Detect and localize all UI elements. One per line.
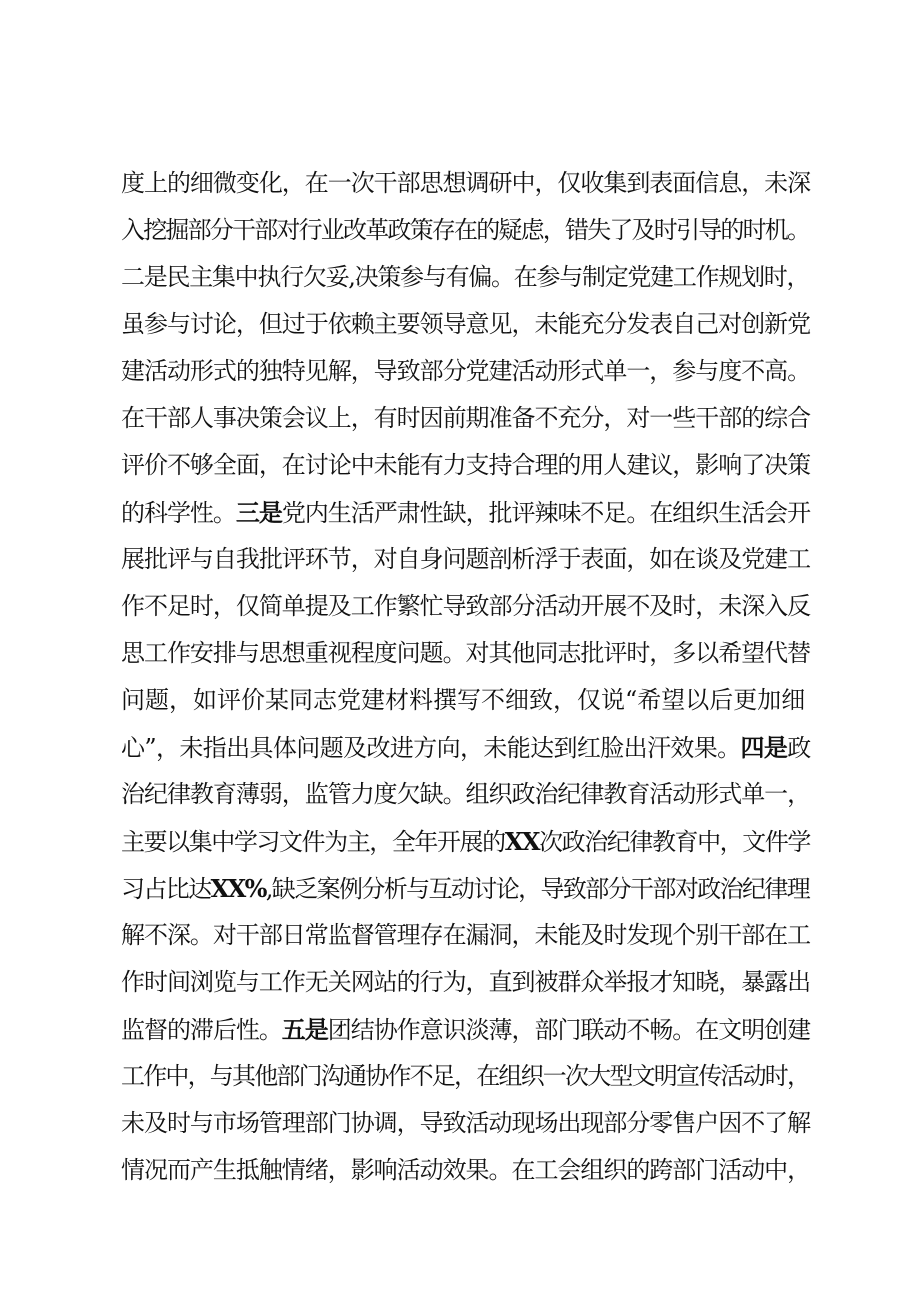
text-line bbox=[121, 583, 811, 630]
text-segment: 政 bbox=[787, 734, 811, 762]
text-line bbox=[121, 1100, 811, 1147]
text-line bbox=[121, 630, 811, 677]
bold-text-segment: 三是 bbox=[235, 498, 282, 527]
text-segment: 度上的细微变化，在一次干部思想调研中，仅收集到表面信息，未深 bbox=[121, 169, 811, 197]
text-line bbox=[121, 207, 811, 254]
text-segment: 工作中，与其他部门沟通协作不足，在组织一次大型文明宣传活动时， bbox=[121, 1062, 810, 1090]
text-line bbox=[121, 724, 811, 771]
text-line bbox=[121, 1147, 811, 1194]
text-line bbox=[121, 160, 811, 207]
text-line bbox=[121, 912, 811, 959]
bold-text-segment: XX% bbox=[210, 874, 266, 903]
text-segment: 次政治纪律教育中，文件学 bbox=[539, 828, 810, 856]
text-line bbox=[121, 301, 811, 348]
text-line bbox=[121, 677, 811, 724]
text-line bbox=[121, 348, 811, 395]
bold-text-segment: 五是 bbox=[281, 1015, 328, 1044]
text-segment: 未及时与市场管理部门协调，导致活动现场出现部分零售户因不了解 bbox=[121, 1109, 811, 1137]
text-segment: 评价不够全面，在讨论中未能有力支持合理的用人建议，影响了决策 bbox=[121, 451, 811, 479]
text-line bbox=[121, 771, 811, 818]
text-segment: 在干部人事决策会议上，有时因前期准备不充分，对一些干部的综合 bbox=[121, 404, 811, 432]
text-segment: ,缺乏案例分析与互动讨论，导致部分干部对政治纪律理 bbox=[265, 875, 810, 903]
text-line bbox=[121, 1053, 811, 1100]
text-line bbox=[121, 489, 811, 536]
text-segment: 建活动形式的独特见解，导致部分党建活动形式单一，参与度不高。 bbox=[121, 357, 811, 385]
text-line bbox=[121, 536, 811, 583]
bold-text-segment: 四是 bbox=[740, 733, 788, 762]
text-segment: 情况而产生抵触情绪，影响活动效果。在工会组织的跨部门活动中， bbox=[121, 1156, 811, 1184]
body-text bbox=[121, 160, 811, 1194]
text-segment: 心”，未指出具体问题及改进方向，未能达到红脸出汗效果。 bbox=[121, 734, 741, 762]
text-segment: 的科学性。 bbox=[121, 499, 236, 527]
text-segment: 监督的滞后性。 bbox=[121, 1016, 282, 1044]
text-segment: 习占比达 bbox=[121, 875, 211, 903]
bold-text-segment: XX bbox=[504, 827, 540, 856]
text-segment: 团结协作意识淡薄，部门联动不畅。在文明创建 bbox=[327, 1016, 811, 1044]
text-line bbox=[121, 818, 811, 865]
text-segment: 作不足时，仅简单提及工作繁忙导致部分活动开展不及时，未深入反 bbox=[121, 592, 811, 620]
text-line bbox=[121, 395, 811, 442]
text-line bbox=[121, 254, 811, 301]
text-segment: 治纪律教育薄弱，监管力度欠缺。组织政治纪律教育活动形式单一， bbox=[121, 780, 811, 808]
text-line bbox=[121, 959, 811, 1006]
text-segment: 作时间浏览与工作无关网站的行为，直到被群众举报才知晓，暴露出 bbox=[121, 968, 811, 996]
text-line bbox=[121, 1006, 811, 1053]
text-line bbox=[121, 442, 811, 489]
text-segment: 虽参与讨论，但过于依赖主要领导意见，未能充分发表自己对创新党 bbox=[121, 310, 811, 338]
text-segment: 问题，如评价某同志党建材料撰写不细致，仅说“希望以后更加细 bbox=[121, 686, 806, 714]
text-segment: 解不深。对干部日常监督管理存在漏洞，未能及时发现个别干部在工 bbox=[121, 921, 811, 949]
text-segment: 展批评与自我批评环节，对自身问题剖析浮于表面，如在谈及党建工 bbox=[121, 545, 811, 573]
text-segment: 主要以集中学习文件为主，全年开展的 bbox=[121, 828, 505, 856]
text-line bbox=[121, 865, 811, 912]
text-segment: 二是民主集中执行欠妥,决策参与有偏。在参与制定党建工作规划时， bbox=[121, 263, 810, 291]
text-segment: 思工作安排与思想重视程度问题。对其他同志批评时，多以希望代替 bbox=[121, 639, 811, 667]
text-segment: 党内生活严肃性缺，批评辣味不足。在组织生活会开 bbox=[281, 499, 811, 527]
text-segment: 入挖掘部分干部对行业改革政策存在的疑虑，错失了及时引导的时机。 bbox=[121, 216, 810, 244]
